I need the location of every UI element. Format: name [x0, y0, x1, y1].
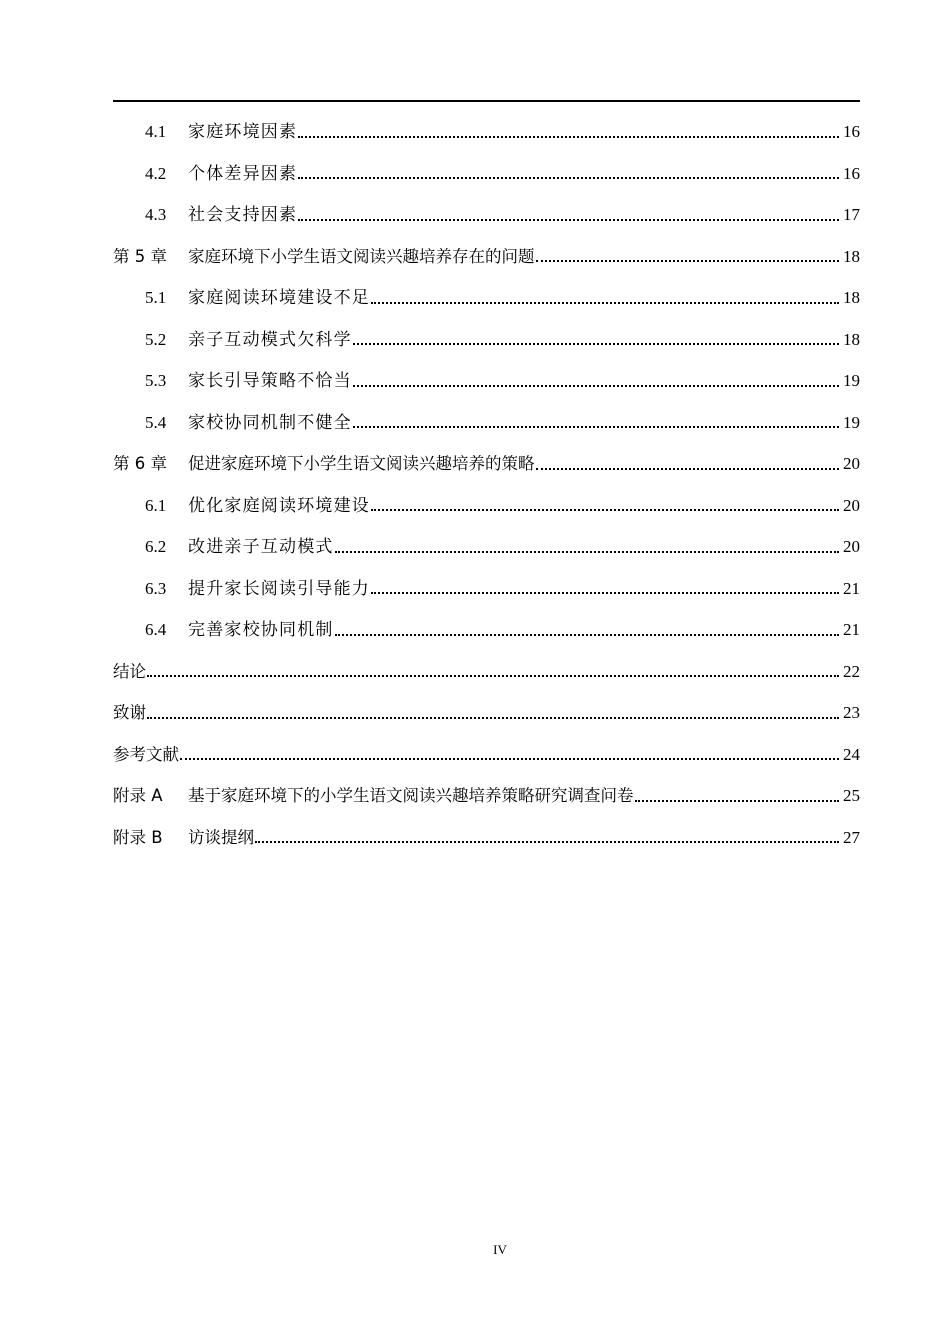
toc-entry[interactable]: [113, 360, 860, 402]
toc-entry-page: 21: [843, 620, 860, 639]
toc-entry[interactable]: [113, 194, 860, 236]
toc-entry-page: 19: [843, 412, 860, 432]
toc-entry[interactable]: [113, 485, 860, 527]
toc-entry-page: 27: [843, 827, 860, 847]
toc-entry-title: 完善家校协同机制: [188, 620, 334, 639]
toc-entry-number: 5.4: [145, 412, 167, 432]
dot-leader: [371, 508, 839, 511]
toc-entry[interactable]: [113, 277, 860, 319]
toc-entry-number: 6.2: [145, 537, 167, 556]
dot-leader: [298, 176, 839, 179]
toc-entry-title: 亲子互动模式欠科学: [188, 329, 352, 349]
toc-section-entry[interactable]: [113, 692, 860, 734]
dot-leader: [353, 384, 839, 387]
dot-leader: [180, 757, 839, 760]
dot-leader: [635, 799, 840, 802]
toc-entry-page: 17: [843, 205, 860, 224]
toc-entry-number: 5.1: [145, 288, 167, 307]
toc-entry-page: 16: [843, 163, 860, 183]
toc-entry-title: 家长引导策略不恰当: [188, 371, 352, 390]
toc-entry-number: 6.4: [145, 620, 167, 639]
toc-entry-page: 18: [843, 288, 860, 307]
dot-leader: [147, 674, 839, 677]
toc-entry-title: 家庭阅读环境建设不足: [188, 288, 370, 307]
toc-entry-number: 4.3: [145, 205, 167, 224]
toc-entry-title: 家校协同机制不健全: [188, 412, 352, 432]
toc-entry-page: 25: [843, 786, 860, 805]
toc-entry-number: 附录 A: [113, 786, 163, 805]
toc-entry-number: 5.3: [145, 371, 167, 390]
toc-entry-title: 提升家长阅读引导能力: [188, 578, 370, 598]
toc-entry-title: 社会支持因素: [188, 205, 298, 224]
toc-entry-page: 22: [843, 661, 860, 681]
toc-section-entry[interactable]: [113, 651, 860, 693]
header-rule: [113, 100, 860, 102]
toc-entry-page: 18: [843, 329, 860, 349]
toc-entry-title: 个体差异因素: [188, 163, 298, 183]
toc-entry[interactable]: [113, 153, 860, 195]
toc-entry-page: 23: [843, 703, 860, 722]
dot-leader: [371, 301, 839, 304]
toc-entry-number: 附录 B: [113, 827, 163, 847]
toc-entry-page: 21: [843, 578, 860, 598]
toc-entry[interactable]: [113, 319, 860, 361]
toc-entry[interactable]: [113, 568, 860, 610]
toc-entry-title: 基于家庭环境下的小学生语文阅读兴趣培养策略研究调查问卷: [188, 786, 634, 805]
toc-entry-title: 改进亲子互动模式: [188, 537, 334, 556]
toc-entry-number: 第 5 章: [113, 246, 167, 266]
toc-entry-title: 致谢: [113, 703, 146, 722]
toc-entry-number: 6.3: [145, 578, 167, 598]
toc-entry-number: 4.2: [145, 163, 167, 183]
toc-appendix-entry[interactable]: [113, 775, 860, 817]
toc-entry-title: 家庭环境下小学生语文阅读兴趣培养存在的问题: [188, 246, 535, 266]
toc-entry-page: 20: [843, 495, 860, 515]
dot-leader: [536, 259, 840, 262]
toc-entry-page: 24: [843, 744, 860, 764]
dot-leader: [298, 218, 839, 221]
toc-chapter-entry[interactable]: [113, 236, 860, 278]
dot-leader: [536, 467, 840, 470]
toc-entry-number: 5.2: [145, 329, 167, 349]
toc-entry-title: 参考文献: [113, 744, 179, 764]
toc-section-entry[interactable]: [113, 734, 860, 776]
toc-entry-title: 结论: [113, 661, 146, 681]
toc-chapter-entry[interactable]: [113, 443, 860, 485]
dot-leader: [298, 135, 839, 138]
toc-entry-number: 4.1: [145, 122, 167, 141]
dot-leader: [371, 591, 839, 594]
toc-entry-title: 家庭环境因素: [188, 122, 298, 141]
toc-entry-title: 访谈提纲: [188, 827, 254, 847]
page-number: IV: [493, 1242, 507, 1257]
dot-leader: [147, 716, 839, 719]
table-of-contents: [113, 111, 860, 858]
toc-entry[interactable]: [113, 526, 860, 568]
toc-entry-title: 促进家庭环境下小学生语文阅读兴趣培养的策略: [188, 454, 535, 473]
toc-entry-page: 18: [843, 246, 860, 266]
toc-entry-page: 16: [843, 122, 860, 141]
toc-entry-title: 优化家庭阅读环境建设: [188, 495, 370, 515]
toc-entry-page: 20: [843, 537, 860, 556]
dot-leader: [353, 425, 839, 428]
dot-leader: [335, 550, 839, 553]
toc-entry-number: 6.1: [145, 495, 167, 515]
dot-leader: [353, 342, 839, 345]
toc-entry-page: 20: [843, 454, 860, 473]
toc-entry-number: 第 6 章: [113, 454, 167, 473]
toc-entry[interactable]: [113, 111, 860, 153]
dot-leader: [335, 633, 839, 636]
dot-leader: [255, 840, 839, 843]
toc-entry-page: 19: [843, 371, 860, 390]
toc-entry[interactable]: [113, 402, 860, 444]
toc-entry[interactable]: [113, 609, 860, 651]
toc-appendix-entry[interactable]: [113, 817, 860, 859]
